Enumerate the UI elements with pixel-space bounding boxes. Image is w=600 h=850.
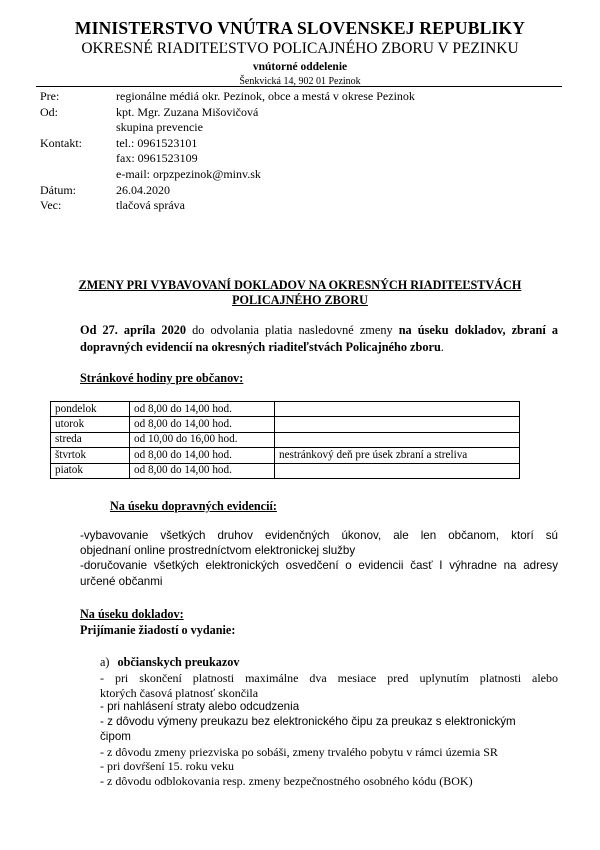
department-name: vnútorné oddelenie	[252, 61, 348, 73]
id-card-conditions	[100, 671, 558, 789]
list-item-continuation: ktorých časová platnosť skončila	[100, 685, 259, 700]
hours-note	[275, 402, 520, 417]
table-row	[51, 432, 520, 447]
office-name: OKRESNÉ RIADITEĽSTVO POLICAJNÉHO ZBORU V PEZINKU	[81, 40, 519, 57]
transport-list	[80, 528, 558, 589]
list-item: - z dôvodu zmeny priezviska po sobáši, zmeny trvalého pobytu v rámci územia SR	[100, 744, 498, 759]
list-item: - pri nahlásení straty alebo odcudzenia	[100, 700, 300, 714]
intro-end: .	[440, 340, 444, 354]
meta-value-od: kpt. Mgr. Zuzana Mišovičová	[116, 104, 259, 119]
document-title-line-2: POLICAJNÉHO ZBORU	[232, 293, 368, 307]
meta-value-datum: 26.04.2020	[116, 182, 170, 197]
list-item: - pri skončení platnosti maximálne dva mesiace pred uplynutím platnosti alebo	[100, 671, 558, 685]
document-title	[40, 278, 560, 308]
hours-day: piatok	[51, 463, 130, 478]
list-item: - pri dovŕšení 15. roku veku	[100, 759, 234, 774]
transport-heading: Na úseku dopravných evidencií:	[110, 499, 277, 513]
intro-paragraph	[80, 322, 558, 356]
table-row	[51, 402, 520, 417]
meta-label-od: Od:	[40, 104, 58, 119]
intro-scope: na úseku dokladov, zbraní a dopravných evidencií na okresných riaditeľstvách Policajného zboru	[80, 323, 558, 354]
meta-value-fax: fax: 0961523109	[116, 151, 198, 166]
subsection-id-cards	[100, 655, 239, 670]
intro-text: do odvolania platia nasledovné zmeny	[186, 323, 399, 337]
hours-note	[275, 432, 520, 447]
hours-note: nestránkový deň pre úsek zbraní a streliva	[275, 448, 520, 463]
list-item-continuation: určené občanmi	[80, 574, 163, 588]
header-divider	[36, 86, 562, 87]
hours-day: štvrtok	[51, 448, 130, 463]
hours-time: od 8,00 do 14,00 hod.	[130, 448, 275, 463]
letterhead	[0, 18, 600, 88]
meta-label-pre: Pre:	[40, 89, 60, 103]
meta-value-od-group: skupina prevencie	[116, 120, 203, 135]
meta-value-vec: tlačová správa	[116, 198, 185, 213]
document-title-line-1: ZMENY PRI VYBAVOVANÍ DOKLADOV NA OKRESNÝCH RIADITEĽSTVÁCH	[78, 278, 522, 292]
hours-day: pondelok	[51, 402, 130, 417]
intro-date: Od 27. apríla 2020	[80, 323, 187, 337]
meta-label-vec: Vec:	[40, 198, 62, 213]
hours-heading: Stránkové hodiny pre občanov:	[80, 371, 244, 385]
hours-time: od 10,00 do 16,00 hod.	[130, 432, 275, 447]
table-row	[51, 448, 520, 463]
table-row	[51, 463, 520, 478]
list-item: - z dôvodu výmeny preukazu bez elektronického čipu za preukaz s elektronickým	[100, 715, 516, 729]
meta-value-email: e-mail: orpzpezinok@minv.sk	[116, 166, 261, 181]
list-item: - z dôvodu odblokovania resp. zmeny bezpečnostného osobného kódu (BOK)	[100, 773, 473, 788]
documents-heading: Na úseku dokladov:	[80, 607, 184, 621]
hours-table	[50, 401, 520, 479]
hours-note	[275, 463, 520, 478]
list-item-continuation: objednaní online prostredníctvom elektronickej služby	[80, 544, 356, 558]
hours-time: od 8,00 do 14,00 hod.	[130, 402, 275, 417]
office-address: Šenkvická 14, 902 01 Pezinok	[239, 76, 361, 87]
subsection-label: občianskych preukazov	[117, 655, 240, 669]
table-row	[51, 417, 520, 432]
hours-day: utorok	[51, 417, 130, 432]
list-item-continuation: čipom	[100, 729, 131, 743]
list-item: -vybavovanie všetkých druhov evidenčných úkonov, ale len občanom, ktorí sú	[80, 529, 558, 542]
hours-time: od 8,00 do 14,00 hod.	[130, 417, 275, 432]
ministry-name: MINISTERSTVO VNÚTRA SLOVENSKEJ REPUBLIKY	[74, 18, 526, 38]
meta-label-datum: Dátum:	[40, 182, 76, 197]
hours-day: streda	[51, 432, 130, 447]
hours-note	[275, 417, 520, 432]
hours-time: od 8,00 do 14,00 hod.	[130, 463, 275, 478]
list-item: -doručovanie všetkých elektronických osvedčení o evidencii časť I výhradne na adresy	[80, 559, 558, 573]
meta-label-kontakt: Kontakt:	[40, 135, 82, 150]
meta-value-pre: regionálne médiá okr. Pezinok, obce a mestá v okrese Pezinok	[116, 89, 415, 103]
meta-value-tel: tel.: 0961523101	[116, 135, 198, 150]
applications-heading: Prijímanie žiadostí o vydanie:	[80, 623, 236, 637]
subsection-marker: a)	[100, 655, 110, 669]
